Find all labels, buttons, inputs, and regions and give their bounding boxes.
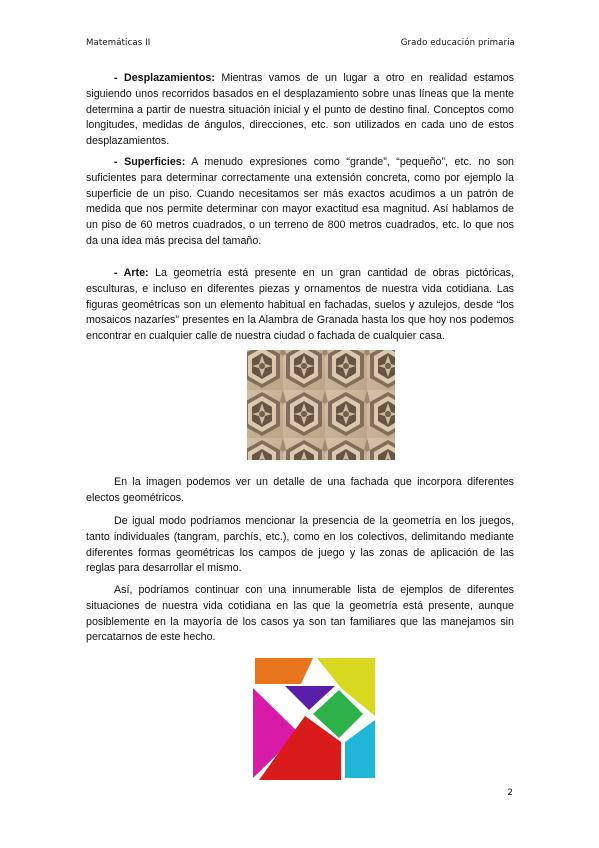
paragraph-lead: - Arte: — [114, 267, 149, 279]
header-course-title: Matemáticas II — [86, 38, 151, 48]
paragraph-lead: - Desplazamientos: — [114, 72, 215, 84]
paragraph-text: Mientras vamos de un lugar a otro en realidad estamos siguiendo unos recorridos basados en el desplazamiento sobre unas líneas que la mente determina a partir de nuestra situación inicial y el punto de destino final. Conceptos como longitudes, medidas de ángulos, direcciones, etc. son utilizados en cada uno de estos desplazamientos. — [86, 72, 514, 148]
paragraph-superficies — [86, 155, 514, 250]
page-number: 2 — [507, 788, 513, 798]
tangram-image — [249, 654, 379, 784]
paragraph-juegos: De igual modo podríamos mencionar la presencia de la geometría en los juegos, tanto individuales (tangram, parchís, etc.), como en los colectivos, delimitando mediante diferentes formas geométricas los campos de juego y las zonas de aplicación de las reglas para desarrollar el mismo. — [86, 515, 514, 575]
paragraph-text: A menudo expresiones como “grande”, “pequeño”, etc. no son suficientes para determinar correctamente una extensión concreta, como por ejemplo la superficie de un piso. Cuando necesitamos ser más exactos acudimos a un patrón de medida que nos permite determinar con mayor exactitud esa magnitud. Así hablamos de un piso de 60 metros cuadrados, o un terreno de 800 metros cuadrados, etc. lo que nos da una idea más precisa del tamaño. — [86, 156, 514, 247]
paragraph-arte — [86, 266, 514, 345]
header-degree-title: Grado educación primaria — [400, 38, 515, 48]
facade-mosaic-photo — [247, 350, 395, 460]
paragraph-conclusion: Así, podríamos continuar con una innumerable lista de ejemplos de diferentes situaciones de nuestra vida cotidiana en las que la geometría está presente, aunque posiblemente en la mayoría de los casos ya son tan familiares que las manejamos sin percatarnos de este hecho. — [86, 584, 514, 644]
paragraph-lead: - Superficies: — [114, 156, 186, 168]
paragraph-image-caption: En la imagen podemos ver un detalle de una fachada que incorpora diferentes electos geométricos. — [86, 476, 514, 504]
paragraph-text: La geometría está presente en un gran cantidad de obras pictóricas, esculturas, e incluso en diferentes piezas y ornamentos de nuestra vida cotidiana. Las figuras geométricas son un elemento habitual en fachadas, suelos y azulejos, desde “los mosaicos nazaríes” presentes en la Alambra de Granada hasta los que hoy nos podemos encontrar en cualquier calle de nuestra ciudad o fachada de cualquier casa. — [86, 267, 514, 343]
paragraph-desplazamientos — [86, 71, 514, 150]
